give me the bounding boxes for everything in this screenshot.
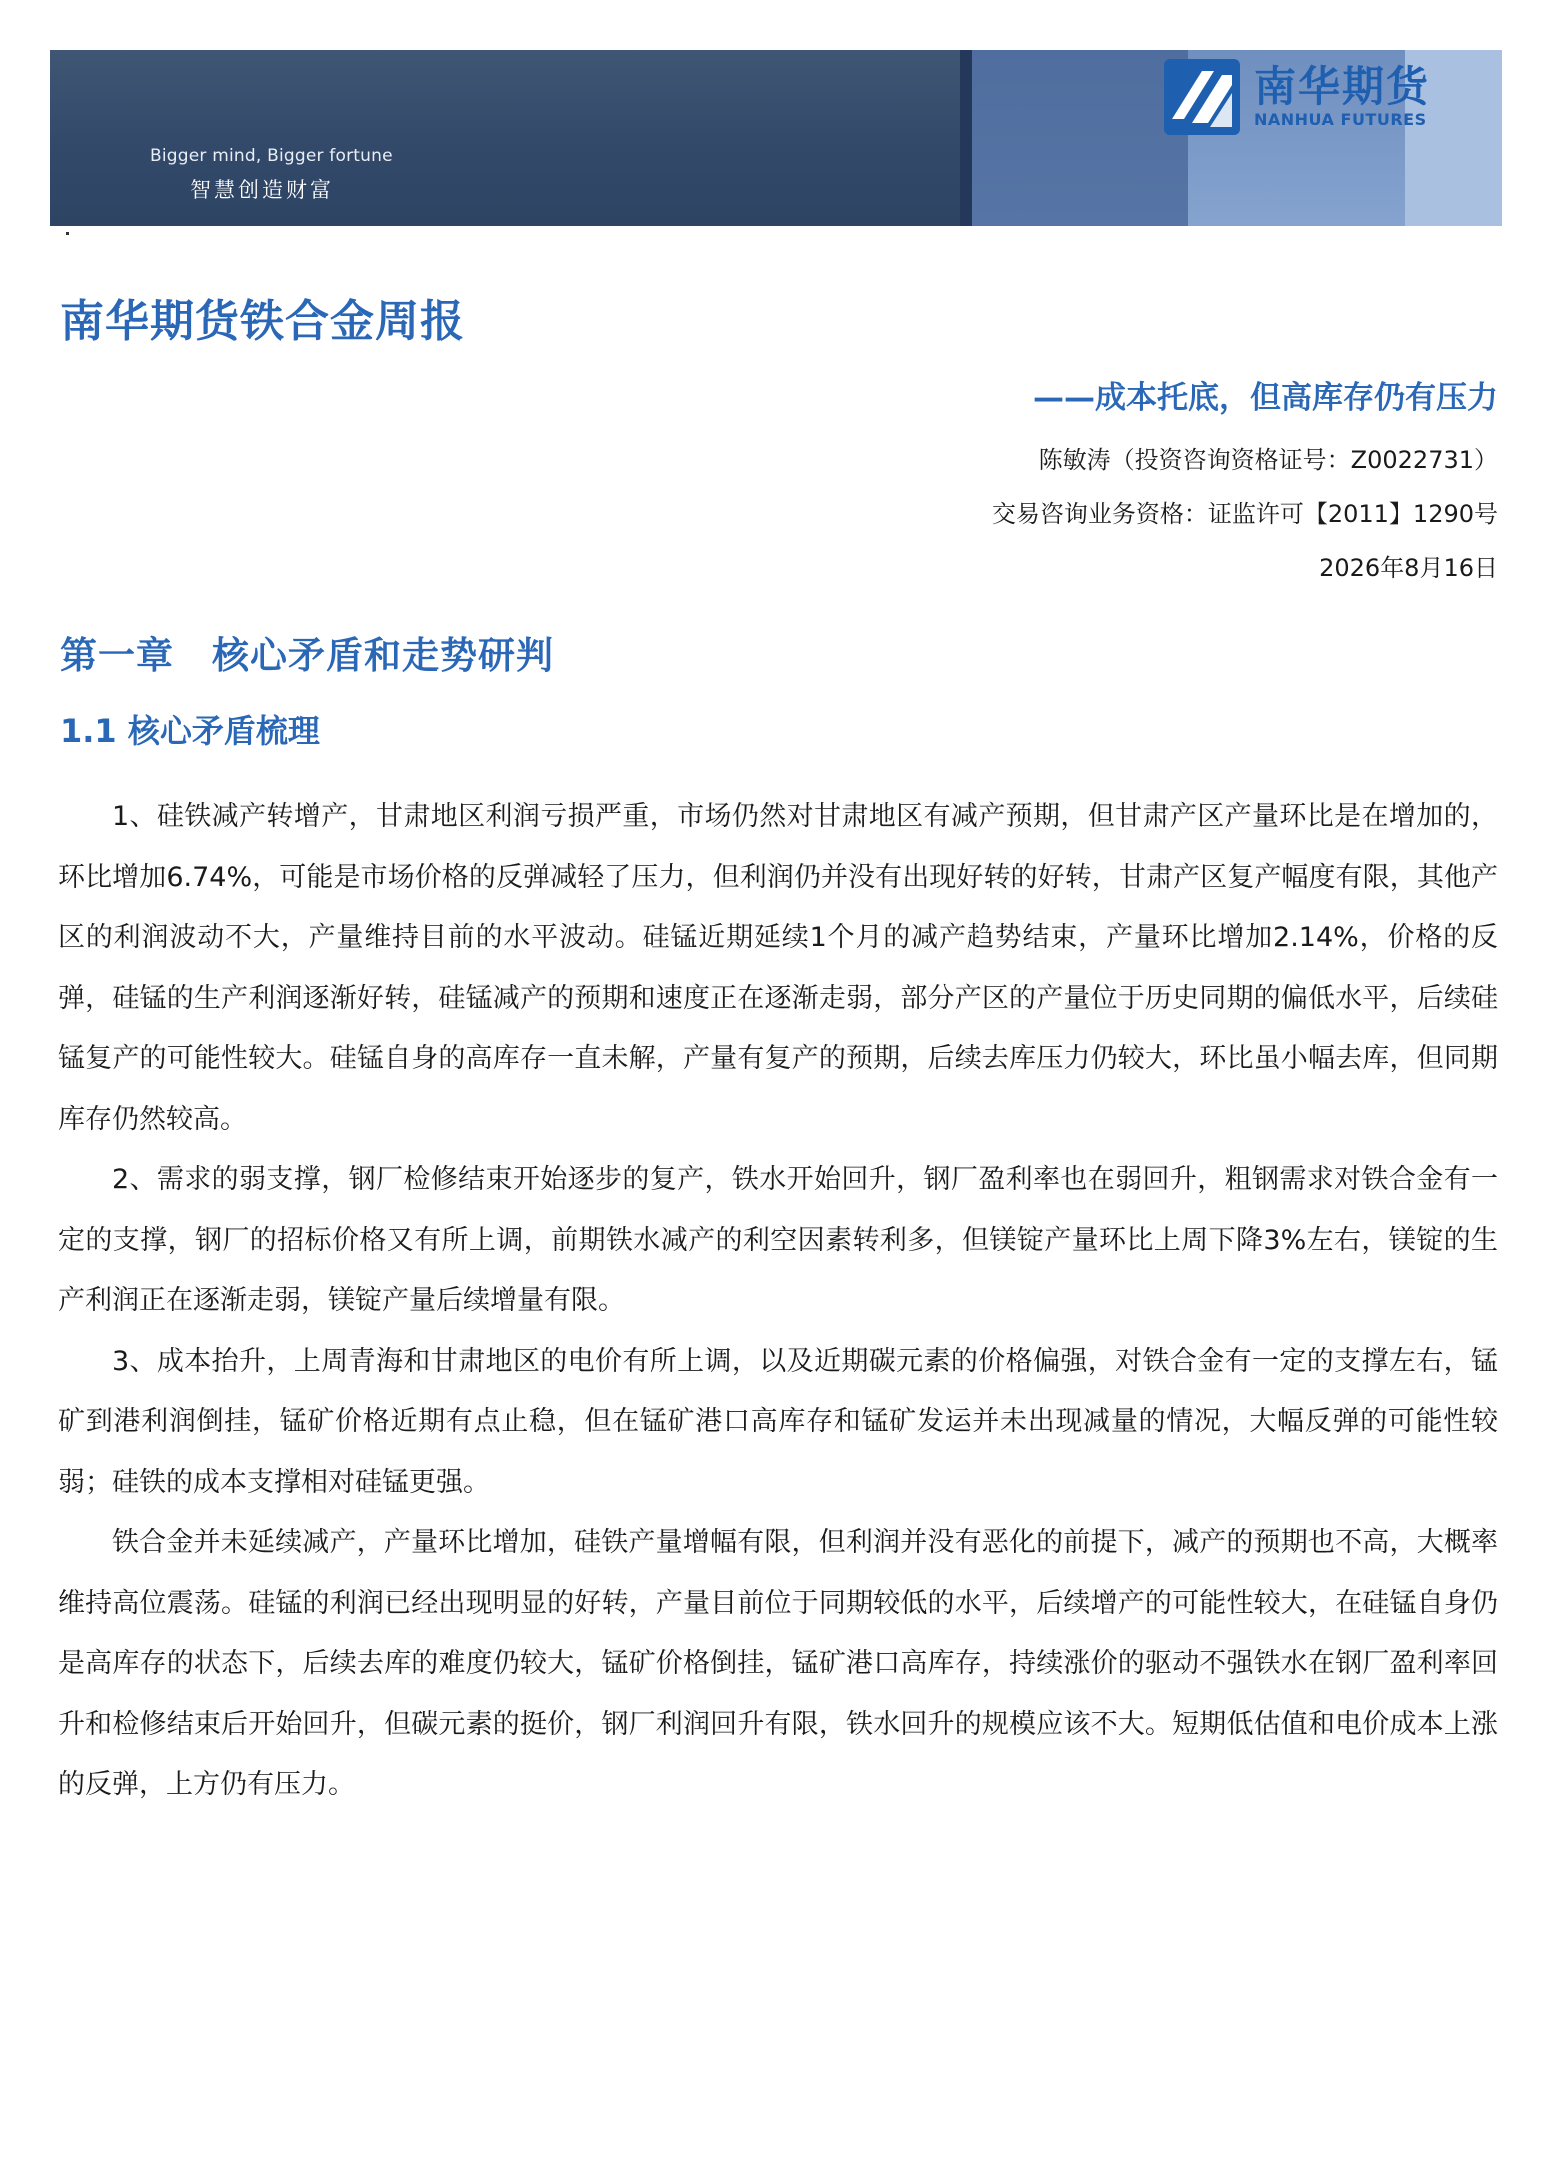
nanhua-logo-icon (1162, 57, 1242, 137)
paragraph: 铁合金并未延续减产，产量环比增加，硅铁产量增幅有限，但利润并没有恶化的前提下，减产的预期也不高，大概率维持高位震荡。硅锰的利润已经出现明显的好转，产量目前位于同期较低的水平，后续增产的可能性较大，在硅锰自身仍是高库存的状态下，后续去库的难度仍较大，锰矿价格倒挂，锰矿港口高库存，持续涨价的驱动不强铁水在钢厂盈利率回升和检修结束后开始回升，但碳元素的挺价，钢厂利润回升有限，铁水回升的规模应该不大。短期低估值和电价成本上涨的反弹，上方仍有压力。 (58, 1527, 1498, 1800)
report-date: 2026年8月16日 (1319, 554, 1498, 582)
paragraph: 3、成本抬升，上周青海和甘肃地区的电价有所上调，以及近期碳元素的价格偏强，对铁合金有一定的支撑左右，锰矿到港利润倒挂，锰矿价格近期有点止稳，但在锰矿港口高库存和锰矿发运并未出现减量的情况，大幅反弹的可能性较弱；硅铁的成本支撑相对硅锰更强。 (58, 1345, 1498, 1498)
paragraph: 1、硅铁减产转增产，甘肃地区利润亏损严重，市场仍然对甘肃地区有减产预期，但甘肃产区产量环比是在增加的，环比增加6.74%，可能是市场价格的反弹减轻了压力，但利润仍并没有出现好转的好转，甘肃产区复产幅度有限，其他产区的利润波动不大，产量维持目前的水平波动。硅锰近期延续1个月的减产趋势结束，产量环比增加2.14%，价格的反弹，硅锰的生产利润逐渐好转，硅锰减产的预期和速度正在逐渐走弱，部分产区的产量位于历史同期的偏低水平，后续硅锰复产的可能性较大。硅锰自身的高库存一直未解，产量有复产的预期，后续去库压力仍较大，环比虽小幅去库，但同期库存仍然较高。 (58, 801, 1498, 1135)
report-subtitle: ——成本托底，但高库存仍有压力 (1033, 380, 1498, 416)
decorative-dot (66, 232, 69, 235)
logo-chinese: 南华期货 (1254, 62, 1431, 111)
license-line: 交易咨询业务资格：证监许可【2011】1290号 (991, 500, 1498, 528)
banner-main-panel (50, 50, 960, 226)
logo-english: NANHUA FUTURES (1254, 110, 1427, 129)
chapter-heading: 第一章 核心矛盾和走势研判 (60, 634, 554, 677)
slogan-chinese: 智慧创造财富 (190, 178, 334, 202)
logo-text (1254, 64, 1430, 130)
body-text (58, 787, 1498, 1816)
company-logo (1162, 52, 1462, 142)
report-title: 南华期货铁合金周报 (60, 296, 465, 347)
section-heading: 1.1 核心矛盾梳理 (60, 712, 320, 750)
banner-stripe-dark (960, 50, 972, 226)
paragraph: 2、需求的弱支撑，钢厂检修结束开始逐步的复产，铁水开始回升，钢厂盈利率也在弱回升，粗钢需求对铁合金有一定的支撑，钢厂的招标价格又有所上调，前期铁水减产的利空因素转利多，但镁锭产量环比上周下降3%左右，镁锭的生产利润正在逐渐走弱，镁锭产量后续增量有限。 (58, 1164, 1498, 1316)
slogan-english: Bigger mind, Bigger fortune (150, 146, 393, 166)
author-line: 陈敏涛（投资咨询资格证号：Z0022731） (1038, 446, 1498, 474)
banner-stripe-mid (972, 50, 1188, 226)
